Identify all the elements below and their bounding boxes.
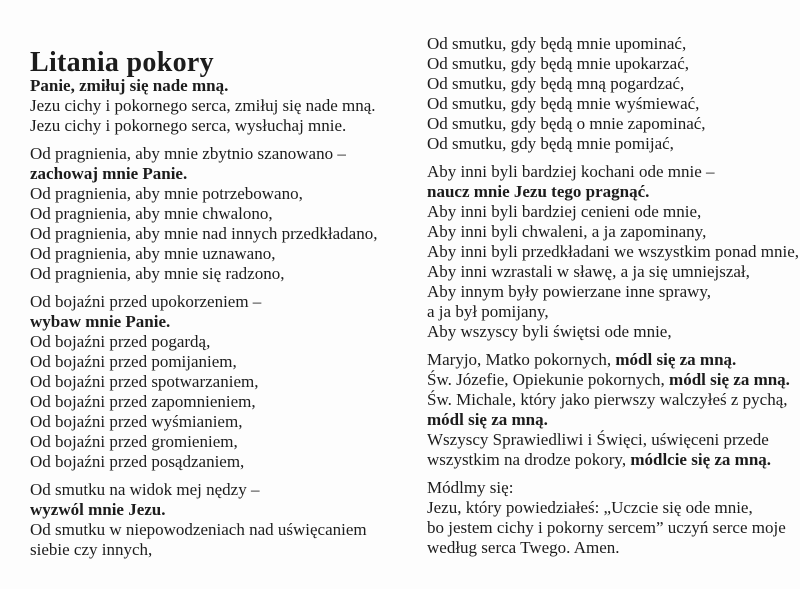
response-emphasis: wyzwól mnie Jezu. bbox=[30, 500, 166, 519]
text-line bbox=[427, 134, 800, 154]
response-emphasis: módl się za mną. bbox=[427, 410, 548, 429]
text-line bbox=[30, 412, 426, 432]
text-line bbox=[427, 94, 800, 114]
text-line bbox=[427, 370, 800, 390]
text-segment: Od smutku na widok mej nędzy – bbox=[30, 480, 260, 499]
stanza bbox=[427, 162, 800, 342]
text-line bbox=[30, 96, 426, 116]
text-segment: Aby inni byli bardziej kochani ode mnie – bbox=[427, 162, 715, 181]
text-segment: siebie czy innych, bbox=[30, 540, 153, 559]
response-emphasis: wybaw mnie Panie. bbox=[30, 312, 171, 331]
text-line bbox=[427, 410, 800, 430]
text-segment: Św. Józefie, Opiekunie pokornych, bbox=[427, 370, 670, 389]
text-segment: Aby inni byli przedkładani we wszystkim ponad mnie, bbox=[427, 242, 800, 261]
text-line bbox=[30, 480, 426, 500]
stanza bbox=[30, 144, 426, 284]
text-segment: Od bojaźni przed pomijaniem, bbox=[30, 352, 237, 371]
text-segment: Od pragnienia, aby mnie chwalono, bbox=[30, 204, 273, 223]
text-line bbox=[30, 224, 426, 244]
text-segment: bo jestem cichy i pokorny sercem” uczyń serce moje bbox=[427, 518, 786, 537]
text-segment: Jezu cichy i pokornego serca, zmiłuj się nade mną. bbox=[30, 96, 376, 115]
text-segment: Od smutku, gdy będą mnie upokarzać, bbox=[427, 54, 690, 73]
text-line bbox=[427, 350, 800, 370]
text-segment: Maryjo, Matko pokornych, bbox=[427, 350, 616, 369]
text-line bbox=[30, 352, 426, 372]
text-segment: Od smutku, gdy będą mnie pomijać, bbox=[427, 134, 674, 153]
text-line bbox=[427, 302, 800, 322]
text-line bbox=[30, 520, 426, 540]
text-line bbox=[427, 202, 800, 222]
text-line bbox=[427, 222, 800, 242]
text-line bbox=[30, 392, 426, 412]
text-segment: Wszyscy Sprawiedliwi i Święci, uświęceni przede bbox=[427, 430, 769, 449]
text-line bbox=[30, 264, 426, 284]
text-line bbox=[427, 34, 800, 54]
text-segment: a ja był pomijany, bbox=[427, 302, 549, 321]
text-line bbox=[30, 372, 426, 392]
text-segment: wszystkim na drodze pokory, bbox=[427, 450, 631, 469]
response-emphasis: zachowaj mnie Panie. bbox=[30, 164, 188, 183]
response-emphasis: naucz mnie Jezu tego pragnąć. bbox=[427, 182, 650, 201]
text-segment: według serca Twego. Amen. bbox=[427, 538, 620, 557]
response-emphasis: módl się za mną. bbox=[669, 370, 790, 389]
text-line bbox=[30, 332, 426, 352]
text-segment: Od bojaźni przed gromieniem, bbox=[30, 432, 238, 451]
text-line bbox=[30, 540, 426, 560]
stanza bbox=[30, 76, 426, 136]
text-line bbox=[30, 452, 426, 472]
right-column bbox=[427, 34, 800, 566]
text-segment: Od smutku, gdy będą mną pogardzać, bbox=[427, 74, 685, 93]
text-line bbox=[30, 164, 426, 184]
text-segment: Od bojaźni przed wyśmianiem, bbox=[30, 412, 243, 431]
text-segment: Aby inni byli bardziej cenieni ode mnie, bbox=[427, 202, 702, 221]
text-segment: Od smutku, gdy będą o mnie zapominać, bbox=[427, 114, 706, 133]
text-line bbox=[30, 244, 426, 264]
text-segment: Aby wszyscy byli świętsi ode mnie, bbox=[427, 322, 672, 341]
text-segment: Św. Michale, który jako pierwszy walczyłeś z pychą, bbox=[427, 390, 788, 409]
response-emphasis: módlcie się za mną. bbox=[630, 450, 772, 469]
text-segment: Od bojaźni przed pogardą, bbox=[30, 332, 211, 351]
text-line bbox=[30, 432, 426, 452]
stanza bbox=[427, 478, 800, 558]
text-line bbox=[427, 182, 800, 202]
text-line bbox=[30, 292, 426, 312]
text-line bbox=[427, 498, 800, 518]
text-segment: Od pragnienia, aby mnie potrzebowano, bbox=[30, 184, 303, 203]
text-segment: Od smutku, gdy będą mnie wyśmiewać, bbox=[427, 94, 700, 113]
text-line bbox=[427, 538, 800, 558]
text-segment: Jezu, który powiedziałeś: „Uczcie się ode mnie, bbox=[427, 498, 753, 517]
text-line bbox=[427, 430, 800, 450]
text-line bbox=[30, 500, 426, 520]
stanza bbox=[30, 292, 426, 472]
text-segment: Od pragnienia, aby mnie zbytnio szanowano – bbox=[30, 144, 346, 163]
response-emphasis: módl się za mną. bbox=[615, 350, 737, 369]
text-segment: Od pragnienia, aby mnie się radzono, bbox=[30, 264, 285, 283]
text-line bbox=[30, 76, 426, 96]
text-line bbox=[427, 54, 800, 74]
text-line bbox=[30, 184, 426, 204]
stanza bbox=[427, 34, 800, 154]
text-line bbox=[427, 114, 800, 134]
text-line bbox=[427, 74, 800, 94]
text-segment: Aby inni byli chwaleni, a ja zapominany, bbox=[427, 222, 707, 241]
text-line bbox=[30, 204, 426, 224]
text-line bbox=[30, 312, 426, 332]
text-segment: Od pragnienia, aby mnie nad innych przedkładano, bbox=[30, 224, 378, 243]
text-line bbox=[30, 116, 426, 136]
text-line bbox=[427, 242, 800, 262]
text-line bbox=[427, 282, 800, 302]
page-title: Litania pokory bbox=[30, 46, 214, 78]
left-column bbox=[30, 76, 426, 568]
text-line bbox=[427, 478, 800, 498]
text-segment: Módlmy się: bbox=[427, 478, 514, 497]
stanza bbox=[30, 480, 426, 560]
response-emphasis: Panie, zmiłuj się nade mną. bbox=[30, 76, 229, 95]
text-segment: Od bojaźni przed zapomnieniem, bbox=[30, 392, 256, 411]
text-segment: Jezu cichy i pokornego serca, wysłuchaj mnie. bbox=[30, 116, 347, 135]
text-line bbox=[427, 450, 800, 470]
text-segment: Od smutku w niepowodzeniach nad uświęcaniem bbox=[30, 520, 367, 539]
text-line bbox=[427, 518, 800, 538]
stanza bbox=[427, 350, 800, 470]
text-line bbox=[427, 162, 800, 182]
text-line bbox=[427, 390, 800, 410]
text-segment: Od pragnienia, aby mnie uznawano, bbox=[30, 244, 276, 263]
text-segment: Aby innym były powierzane inne sprawy, bbox=[427, 282, 712, 301]
text-segment: Od bojaźni przed upokorzeniem – bbox=[30, 292, 262, 311]
text-segment: Od smutku, gdy będą mnie upominać, bbox=[427, 34, 687, 53]
text-line bbox=[427, 322, 800, 342]
text-line bbox=[30, 144, 426, 164]
text-segment: Od bojaźni przed spotwarzaniem, bbox=[30, 372, 259, 391]
text-segment: Od bojaźni przed posądzaniem, bbox=[30, 452, 245, 471]
text-line bbox=[427, 262, 800, 282]
text-segment: Aby inni wzrastali w sławę, a ja się umniejszał, bbox=[427, 262, 750, 281]
